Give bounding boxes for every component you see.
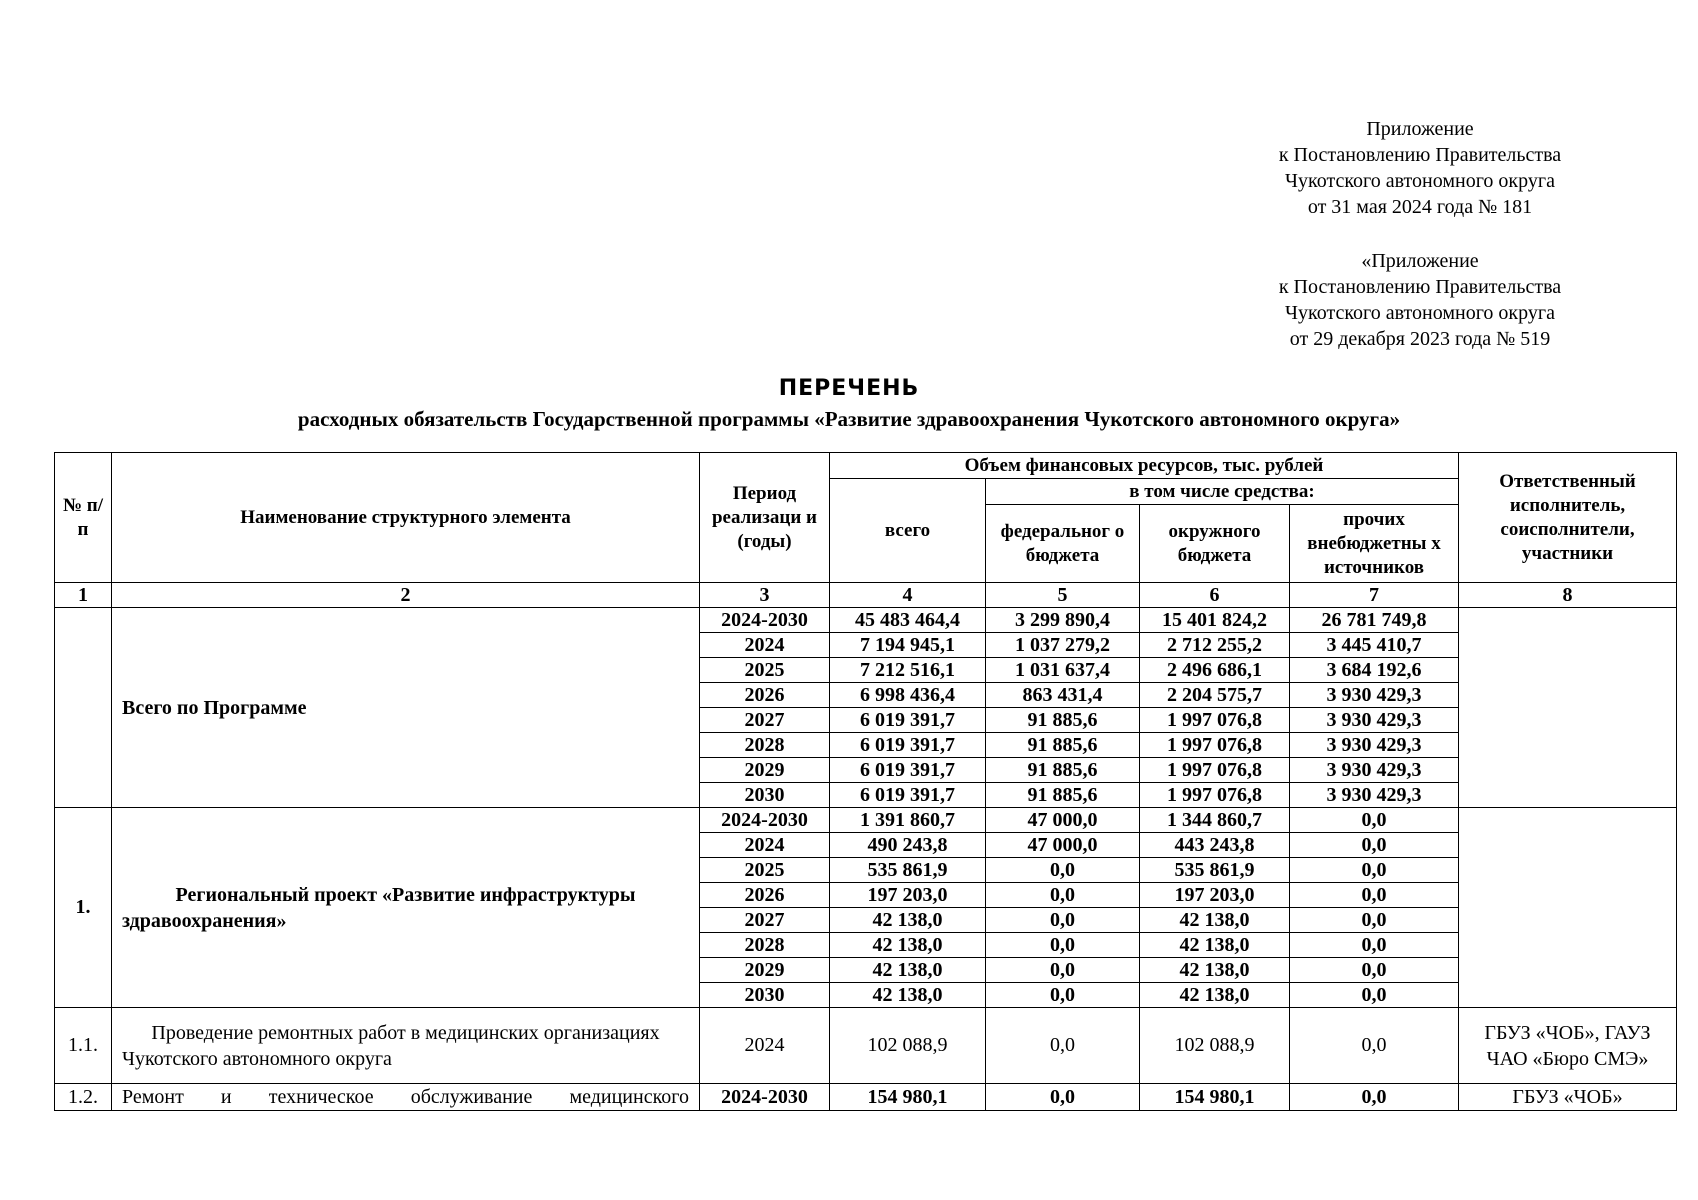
column-number: 8	[1459, 583, 1677, 608]
row-other: 0,0	[1290, 1008, 1459, 1084]
row-other: 3 445 410,7	[1290, 633, 1459, 658]
row-year: 2026	[700, 683, 830, 708]
row-other: 3 930 429,3	[1290, 733, 1459, 758]
header-other: прочих внебюджетны х источников	[1290, 505, 1459, 583]
row-district: 1 997 076,8	[1140, 708, 1290, 733]
row-federal: 0,0	[986, 958, 1140, 983]
row-year: 2025	[700, 658, 830, 683]
row-total: 42 138,0	[830, 958, 986, 983]
row-district: 197 203,0	[1140, 883, 1290, 908]
row-total: 154 980,1	[830, 1084, 986, 1111]
row-total: 535 861,9	[830, 858, 986, 883]
row-district: 1 997 076,8	[1140, 758, 1290, 783]
column-number: 6	[1140, 583, 1290, 608]
row-number: 1.2.	[55, 1084, 112, 1111]
row-district: 2 496 686,1	[1140, 658, 1290, 683]
row-federal: 47 000,0	[986, 833, 1140, 858]
row-federal: 0,0	[986, 883, 1140, 908]
row-year: 2027	[700, 908, 830, 933]
row-year: 2026	[700, 883, 830, 908]
header-name: Наименование структурного элемента	[112, 453, 700, 583]
row-federal: 3 299 890,4	[986, 608, 1140, 633]
row-federal: 91 885,6	[986, 733, 1140, 758]
column-number: 2	[112, 583, 700, 608]
row-district: 42 138,0	[1140, 908, 1290, 933]
groups-body	[55, 608, 1677, 1008]
appendix-line: к Постановлению Правительства	[1278, 144, 1562, 166]
row-name: Ремонт и техническое обслуживание медицинского	[112, 1084, 700, 1111]
row-total: 6 019 391,7	[830, 758, 986, 783]
appendix-line: Чукотского автономного округа	[1285, 302, 1555, 324]
row-district: 15 401 824,2	[1140, 608, 1290, 633]
row-total: 42 138,0	[830, 933, 986, 958]
row-other: 0,0	[1290, 883, 1459, 908]
row-district: 1 997 076,8	[1140, 733, 1290, 758]
row-other: 0,0	[1290, 1084, 1459, 1111]
row-total: 6 019 391,7	[830, 708, 986, 733]
row-district: 2 712 255,2	[1140, 633, 1290, 658]
row-other: 3 684 192,6	[1290, 658, 1459, 683]
group-name: Всего по Программе	[112, 608, 700, 808]
appendix-line: от 31 мая 2024 года № 181	[1307, 196, 1533, 218]
document-subtitle: расходных обязательств Государственной программы «Развитие здравоохранения Чукотского автономного округа»	[297, 407, 1401, 431]
row-federal: 1 031 637,4	[986, 658, 1140, 683]
row-year: 2030	[700, 783, 830, 808]
row-other: 0,0	[1290, 808, 1459, 833]
row-other: 3 930 429,3	[1290, 758, 1459, 783]
header-including: в том числе средства:	[986, 479, 1459, 505]
row-federal: 91 885,6	[986, 758, 1140, 783]
row-federal: 47 000,0	[986, 808, 1140, 833]
row-year: 2024-2030	[700, 608, 830, 633]
row-total: 1 391 860,7	[830, 808, 986, 833]
row-number: 1.1.	[55, 1008, 112, 1084]
row-year: 2029	[700, 758, 830, 783]
header-period: Период реализаци и (годы)	[700, 453, 830, 583]
row-district: 42 138,0	[1140, 983, 1290, 1008]
row-total: 6 998 436,4	[830, 683, 986, 708]
row-other: 0,0	[1290, 958, 1459, 983]
row-executor: ГБУЗ «ЧОБ», ГАУЗ ЧАО «Бюро СМЭ»	[1459, 1008, 1677, 1084]
row-federal: 91 885,6	[986, 708, 1140, 733]
row-federal: 1 037 279,2	[986, 633, 1140, 658]
row-district: 535 861,9	[1140, 858, 1290, 883]
row-district: 1 997 076,8	[1140, 783, 1290, 808]
row-total: 42 138,0	[830, 908, 986, 933]
row-district: 42 138,0	[1140, 933, 1290, 958]
header-district: окружного бюджета	[1140, 505, 1290, 583]
column-number: 3	[700, 583, 830, 608]
row-year: 2024-2030	[700, 808, 830, 833]
row-total: 102 088,9	[830, 1008, 986, 1084]
header-federal: федеральног о бюджета	[986, 505, 1140, 583]
row-other: 26 781 749,8	[1290, 608, 1459, 633]
row-other: 0,0	[1290, 858, 1459, 883]
appendix-line: к Постановлению Правительства	[1278, 276, 1562, 298]
row-name: Проведение ремонтных работ в медицинских организациях Чукотского автономного округа	[112, 1008, 700, 1084]
row-district: 2 204 575,7	[1140, 683, 1290, 708]
row-other: 3 930 429,3	[1290, 683, 1459, 708]
row-other: 0,0	[1290, 983, 1459, 1008]
group-number: 1.	[55, 808, 112, 1008]
row-total: 6 019 391,7	[830, 783, 986, 808]
table-row	[55, 808, 1677, 833]
row-total: 42 138,0	[830, 983, 986, 1008]
column-number: 4	[830, 583, 986, 608]
row-total: 7 194 945,1	[830, 633, 986, 658]
header-executor: Ответственный исполнитель, соисполнители, участники	[1459, 453, 1677, 583]
row-other: 3 930 429,3	[1290, 708, 1459, 733]
row-year: 2030	[700, 983, 830, 1008]
row-total: 197 203,0	[830, 883, 986, 908]
row-federal: 0,0	[986, 1008, 1140, 1084]
row-other: 3 930 429,3	[1290, 783, 1459, 808]
row-executor: ГБУЗ «ЧОБ»	[1459, 1084, 1677, 1111]
appendix-line: Приложение	[1366, 118, 1474, 140]
row-other: 0,0	[1290, 833, 1459, 858]
row-federal: 0,0	[986, 908, 1140, 933]
column-number: 5	[986, 583, 1140, 608]
row-other: 0,0	[1290, 933, 1459, 958]
row-year: 2029	[700, 958, 830, 983]
row-year: 2024	[700, 833, 830, 858]
row-district: 1 344 860,7	[1140, 808, 1290, 833]
column-numbers-row	[55, 583, 1677, 608]
row-federal: 0,0	[986, 858, 1140, 883]
header-num: № п/п	[55, 453, 112, 583]
row-district: 443 243,8	[1140, 833, 1290, 858]
row-other: 0,0	[1290, 908, 1459, 933]
row-total: 7 212 516,1	[830, 658, 986, 683]
row-year: 2024-2030	[700, 1084, 830, 1111]
row-federal: 91 885,6	[986, 783, 1140, 808]
row-federal: 0,0	[986, 1084, 1140, 1111]
row-federal: 0,0	[986, 983, 1140, 1008]
row-total: 490 243,8	[830, 833, 986, 858]
row-federal: 863 431,4	[986, 683, 1140, 708]
header-volume: Объем финансовых ресурсов, тыс. рублей	[830, 453, 1459, 479]
appendix-line: «Приложение	[1361, 250, 1479, 272]
appendix-previous	[1200, 248, 1640, 352]
expenditure-table	[54, 452, 1677, 1111]
group-executor	[1459, 608, 1677, 808]
row-federal: 0,0	[986, 933, 1140, 958]
row-year: 2024	[700, 633, 830, 658]
row-district: 102 088,9	[1140, 1008, 1290, 1084]
table-row	[55, 608, 1677, 633]
appendix-line: Чукотского автономного округа	[1285, 170, 1555, 192]
row-year: 2025	[700, 858, 830, 883]
table-row	[55, 1084, 1677, 1111]
row-district: 154 980,1	[1140, 1084, 1290, 1111]
row-year: 2028	[700, 733, 830, 758]
row-year: 2027	[700, 708, 830, 733]
column-number: 7	[1290, 583, 1459, 608]
row-year: 2028	[700, 933, 830, 958]
table-row	[55, 1008, 1677, 1084]
appendix-line: от 29 декабря 2023 года № 519	[1289, 328, 1551, 350]
row-total: 6 019 391,7	[830, 733, 986, 758]
group-name: Региональный проект «Развитие инфраструктуры здравоохранения»	[112, 808, 700, 1008]
row-year: 2024	[700, 1008, 830, 1084]
row-district: 42 138,0	[1140, 958, 1290, 983]
column-number: 1	[55, 583, 112, 608]
row-total: 45 483 464,4	[830, 608, 986, 633]
group-executor	[1459, 808, 1677, 1008]
appendix-current	[1200, 116, 1640, 220]
group-number	[55, 608, 112, 808]
header-total: всего	[830, 479, 986, 583]
document-title: ПЕРЕЧЕНЬ	[778, 376, 920, 401]
